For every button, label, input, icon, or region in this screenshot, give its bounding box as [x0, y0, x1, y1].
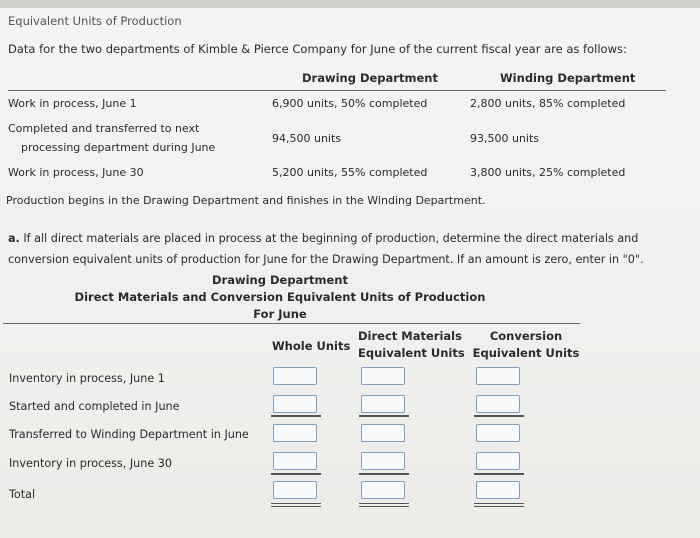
whole-units-input-wip-june1[interactable] — [273, 367, 317, 385]
whole-units-input-wip-june30[interactable] — [273, 452, 317, 470]
drawing-completed: 94,500 units — [272, 132, 342, 145]
winding-wip-june30: 3,800 units, 25% completed — [470, 166, 626, 179]
schedule-title-period: For June — [253, 307, 307, 321]
question-prefix: a. — [8, 232, 20, 245]
col-header-winding: Winding Department — [500, 71, 636, 85]
row-label-wip-june30: Work in process, June 30 — [8, 166, 144, 179]
total-rule — [359, 473, 409, 475]
drawing-wip-june1: 6,900 units, 50% completed — [272, 97, 428, 110]
dm-input-transferred[interactable] — [361, 424, 405, 442]
dm-input-wip-june1[interactable] — [361, 367, 405, 385]
dm-input-started-completed[interactable] — [361, 395, 405, 413]
schedule-row-label: Inventory in process, June 30 — [9, 457, 173, 470]
schedule-row-label: Transferred to Winding Department in June — [9, 428, 249, 441]
schedule-row-label-total: Total — [9, 488, 36, 501]
col-header-dm — [358, 328, 468, 362]
intro-text: Data for the two departments of Kimble & Pierce Company for June of the current fiscal year are as follows: — [8, 42, 627, 56]
subtotal-rule — [474, 415, 524, 417]
drawing-wip-june30: 5,200 units, 55% completed — [272, 166, 428, 179]
row-label-completed-2: processing department during June — [21, 141, 216, 154]
header-rule — [8, 90, 666, 91]
question-text: If all direct materials are placed in process at the beginning of production, determine the direct materials and conversion equivalent units of production for June for the Drawing Department. If an amount is zero, enter in "0". — [8, 232, 644, 266]
whole-units-input-started-completed[interactable] — [273, 395, 317, 413]
col-header-dm-line1: Direct Materials — [358, 329, 462, 343]
subtotal-rule — [271, 415, 321, 417]
row-label-wip-june1: Work in process, June 1 — [8, 97, 137, 110]
dm-input-total[interactable] — [361, 481, 405, 499]
total-rule — [271, 473, 321, 475]
conv-input-total[interactable] — [476, 481, 520, 499]
schedule-row-label: Inventory in process, June 1 — [9, 372, 165, 385]
conv-input-started-completed[interactable] — [476, 395, 520, 413]
winding-wip-june1: 2,800 units, 85% completed — [470, 97, 626, 110]
whole-units-input-transferred[interactable] — [273, 424, 317, 442]
top-bar — [0, 0, 700, 8]
subtotal-rule — [359, 415, 409, 417]
winding-completed: 93,500 units — [470, 132, 540, 145]
schedule-title-dept: Drawing Department — [212, 273, 348, 287]
double-underline — [359, 503, 409, 507]
page-title: Equivalent Units of Production — [8, 14, 182, 28]
total-rule — [474, 473, 524, 475]
double-underline — [474, 503, 524, 507]
col-header-conv-line2: Equivalent Units — [472, 346, 580, 360]
schedule-top-rule — [3, 323, 580, 324]
double-underline — [271, 503, 321, 507]
whole-units-input-total[interactable] — [273, 481, 317, 499]
conv-input-wip-june1[interactable] — [476, 367, 520, 385]
col-header-dm-line2: Equivalent Units — [358, 346, 465, 360]
schedule-row-label: Started and completed in June — [9, 400, 180, 413]
row-label-completed-1: Completed and transferred to next — [8, 122, 200, 135]
conv-input-wip-june30[interactable] — [476, 452, 520, 470]
conv-input-transferred[interactable] — [476, 424, 520, 442]
col-header-conv — [472, 328, 580, 362]
question-a — [8, 228, 688, 270]
schedule-title-main: Direct Materials and Conversion Equivalent Units of Production — [74, 290, 486, 304]
col-header-conv-line1: Conversion — [489, 329, 563, 343]
col-header-drawing: Drawing Department — [302, 71, 438, 85]
col-header-whole-units: Whole Units — [272, 339, 351, 353]
dm-input-wip-june30[interactable] — [361, 452, 405, 470]
production-note: Production begins in the Drawing Department and finishes in the Winding Department. — [6, 194, 486, 207]
